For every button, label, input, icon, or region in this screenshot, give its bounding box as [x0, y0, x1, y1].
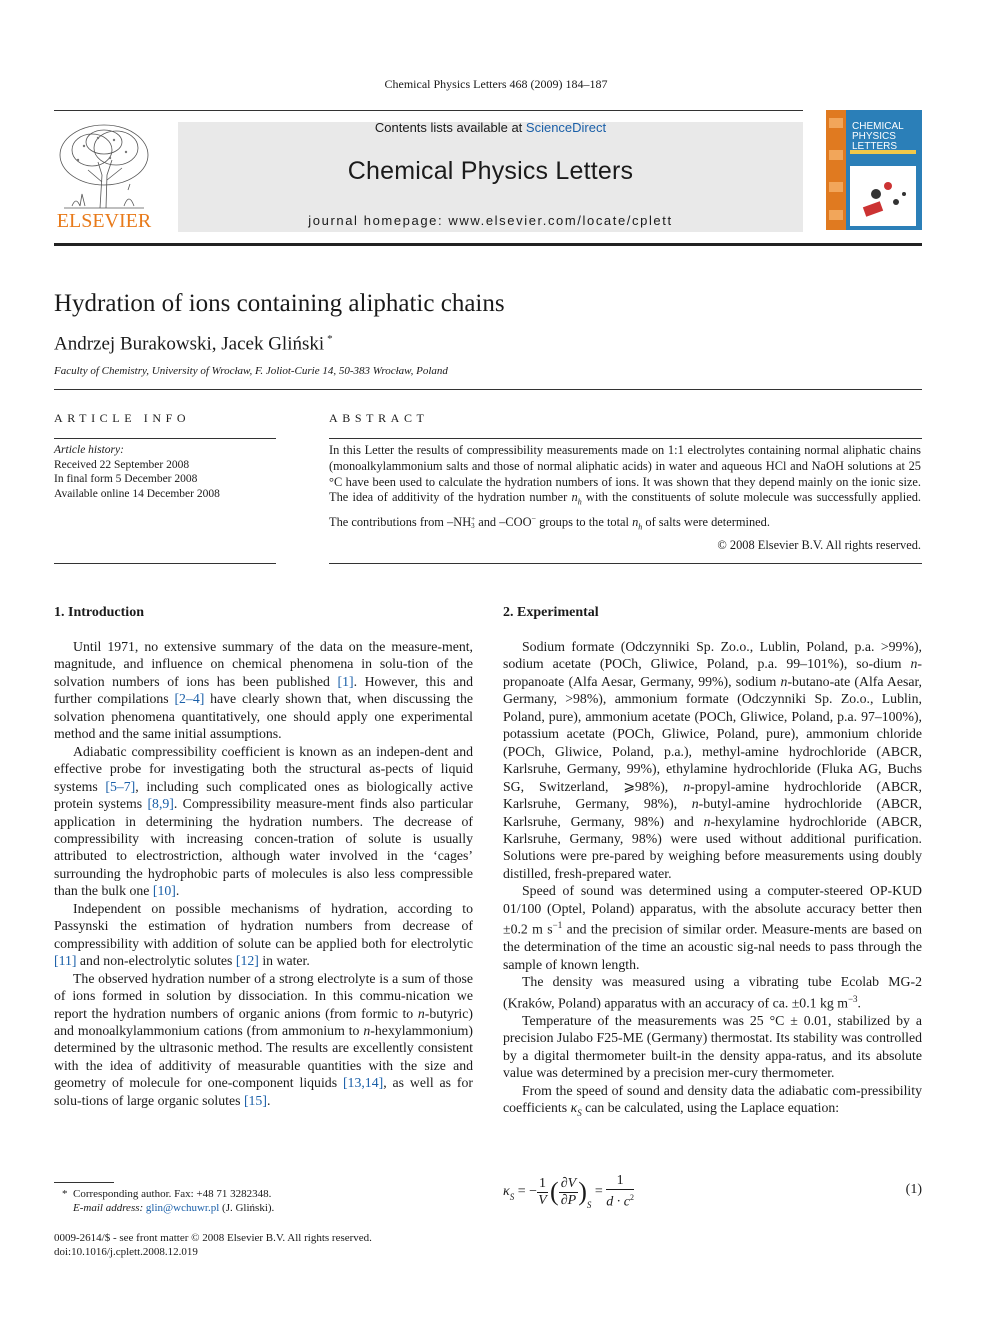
- exp-p2-text-b: and the precision of similar order. Measure-ments are based on the determination of the time an acoustic sig-nal needs to pass through the sample of known length.: [503, 921, 922, 972]
- intro-p4-text-c: -hexylammonium) determined by the ultrasonic method. The results are excellently consistent with the idea of additivity of measurable quantities with the size and geometry of molecule for one-component liquids: [54, 1022, 473, 1091]
- eq-den-sup: 2: [629, 1193, 634, 1203]
- running-head: Chemical Physics Letters 468 (2009) 184–187: [384, 77, 608, 91]
- abstract-heading: ABSTRACT: [329, 411, 429, 425]
- abstract-text-2: with the constituents of solute molecule was successfully applied. The contributions from: [329, 490, 921, 529]
- abstract-body: [329, 443, 921, 535]
- intro-paragraph-2: [54, 743, 473, 900]
- intro-p1-text-b: . However, this and further compilations: [54, 673, 473, 707]
- intro-p4-text-a: The observed hydration number of a strong electrolyte is a sum of those of ions formed in solution by dissociation. In this commu-nication we report the hydration numbers of organic anions (from formic to: [54, 970, 473, 1021]
- intro-p3-text-b: and non-electrolytic solutes: [76, 953, 236, 969]
- nh-symbol: n: [571, 490, 578, 505]
- exp-paragraph-5: [503, 1082, 922, 1123]
- intro-p2-text-d: .: [175, 883, 180, 899]
- sciencedirect-link[interactable]: ScienceDirect: [525, 120, 607, 135]
- ref-8-9[interactable]: [8,9]: [147, 796, 174, 812]
- abstract-rule: [329, 438, 922, 439]
- ref-11[interactable]: [11]: [54, 953, 77, 969]
- header-rule-top: [54, 110, 803, 111]
- italic-n: n: [417, 1005, 425, 1021]
- nh3-sub: 3: [471, 521, 475, 530]
- eq-equals-minus: = −: [514, 1184, 538, 1199]
- eq-kappa-sub: S: [509, 1192, 515, 1202]
- eq-S-sub: S: [586, 1200, 592, 1210]
- eq-V: V: [538, 1192, 547, 1208]
- italic-n-2: n: [363, 1022, 371, 1038]
- intro-paragraph-4: [54, 970, 473, 1110]
- nh-symbol-2: n: [632, 514, 639, 529]
- masthead-rule-thick: [54, 243, 922, 246]
- equation-number: (1): [905, 1182, 922, 1197]
- ref-2-4[interactable]: [2–4]: [174, 691, 205, 707]
- eq-partial-fraction: [559, 1176, 578, 1209]
- intro-p1-text-a: Until 1971, no extensive summary of the data on the measure-ment, magnitude, and influence on chemical phenomena in solu-tion of the solvation numbers of ions has been published: [54, 639, 473, 689]
- intro-paragraph-3: [54, 900, 473, 970]
- eq-denominator: d · c: [606, 1194, 630, 1210]
- intro-p2-text-a: Adiabatic compressibility coefficient is known as an indepen-dent and effective probe for investigating both the structural as-pects of liquid systems: [54, 743, 473, 794]
- introduction-heading: 1. Introduction: [54, 605, 144, 620]
- tree-icon: [54, 120, 154, 212]
- italic-n-7: n: [703, 813, 711, 829]
- abstract-bottom-rule: [329, 563, 922, 564]
- abstract-copyright: © 2008 Elsevier B.V. All rights reserved.: [717, 538, 921, 552]
- cover-title-line-1: CHEMICAL: [852, 121, 904, 132]
- ref-1[interactable]: [1]: [337, 673, 354, 689]
- nh-subscript: h: [577, 497, 582, 507]
- exp-p1-text-d: -propyl-amine hydrochloride (ABCR, Karlsruhe, Germany, 98%),: [503, 778, 922, 812]
- email-link[interactable]: glin@wchuwr.pl: [145, 1202, 220, 1214]
- exp-p1-text-f: -hexylamine hydrochloride (ABCR, Karlsruhe, Germany, 98%) were used without additional purification. Solutions were pre-pared by weighing before measurements using doubly distilled, fresh-prepared water.: [503, 813, 922, 881]
- author-list: [54, 333, 333, 355]
- authors-text: Andrzej Burakowski, Jacek Gliński: [54, 333, 325, 355]
- article-info-rule: [54, 438, 276, 439]
- contents-prefix: Contents lists available at: [374, 120, 526, 135]
- online-date: Available online 14 December 2008: [54, 487, 220, 500]
- exp-paragraph-2: [503, 882, 922, 973]
- eq-dV: ∂V: [560, 1175, 577, 1191]
- intro-paragraph-1: [54, 638, 473, 743]
- eq-one: 1: [539, 1175, 547, 1191]
- article-info-bottom-rule: [54, 563, 276, 564]
- exp-p5-text-b: can be calculated, using the Laplace equation:: [581, 1099, 840, 1115]
- article-history: [54, 443, 220, 501]
- eq-one-2: 1: [606, 1173, 634, 1190]
- exp-p2-sup: −1: [552, 920, 563, 931]
- email-name: (J. Gliński).: [222, 1202, 275, 1214]
- history-label: Article history:: [54, 444, 124, 456]
- exp-p1-text-a: Sodium formate (Odczynniki Sp. Zo.o., Lublin, Poland, p.a. >99%), sodium acetate (POCh, Gliwice, Poland, p.a. 99–101%), so-dium: [503, 639, 922, 672]
- article-title: Hydration of ions containing aliphatic chains: [54, 290, 505, 317]
- exp-p3-text-a: The density was measured using a vibrating tube Ecolab MG-2 (Kraków, Poland) apparatus with an accuracy of ca. ±0.1 kg m: [503, 974, 922, 1011]
- eq-close-paren: ): [578, 1177, 587, 1206]
- italic-n-5: n: [683, 778, 691, 794]
- journal-homepage[interactable]: journal homepage: www.elsevier.com/locate/cplett: [308, 213, 673, 228]
- eq-dP: ∂P: [560, 1192, 577, 1208]
- exp-p1-text-e: -butyl-amine hydrochloride (ABCR, Karlsruhe, Germany, 98%) and: [503, 796, 922, 829]
- nh-subscript-2: h: [638, 522, 643, 532]
- issn-line: 0009-2614/$ - see front matter © 2008 Elsevier B.V. All rights reserved.: [54, 1232, 372, 1244]
- exp-p2-text-a: Speed of sound was determined using a computer-steered OP-KUD 01/100 (Optel, Poland) apparatus, with the absolute accuracy better then ±0.2 m s: [503, 883, 922, 937]
- received-date: Received 22 September 2008: [54, 458, 190, 471]
- journal-cover-thumbnail[interactable]: [826, 110, 922, 230]
- experimental-column: [503, 638, 922, 1122]
- intro-p1-text-c: have clearly shown that, when discussing the solvation phenomena quantitatively, one should apply one experimental method and the same initial assumptions.: [54, 691, 473, 742]
- exp-paragraph-1: [503, 638, 922, 882]
- italic-n-3: n: [910, 656, 918, 672]
- ref-5-7[interactable]: [5–7]: [105, 778, 136, 794]
- intro-p2-text-b: , including such complicated ones as biologically active protein systems: [54, 778, 473, 812]
- coo-sup: −: [531, 513, 537, 523]
- footnote-rule: [54, 1182, 114, 1183]
- eq-kappa: κ: [503, 1184, 510, 1199]
- abstract-text-4: of salts were determined.: [642, 514, 770, 529]
- corresponding-author-mark[interactable]: *: [327, 333, 333, 345]
- exp-p3-text-b: .: [857, 995, 861, 1011]
- doi-line[interactable]: doi:10.1016/j.cplett.2008.12.019: [54, 1246, 198, 1258]
- laplace-equation: [503, 1172, 922, 1212]
- eq-equals: =: [591, 1184, 607, 1199]
- ref-12[interactable]: [12]: [235, 953, 259, 969]
- nh3-sup: +: [471, 514, 476, 523]
- kappa-symbol: κ: [570, 1099, 578, 1115]
- exp-p1-text-c: -butano-ate (Alfa Aesar, Germany, >98%), ammonium formate (Odczynniki Sp. Zo.o., Lublin, Poland, pure), ammonium acetate (POCh, Gliwice, Poland, p.a. 97–100%), potassium acetate (POCh, Gliwice, Poland, pure), ammonium chloride (POCh, Gliwice, Poland, p.a.), methyl-amine hydrochloride (ABCR, Karlsruhe, Germany, 99%), ethylamine hydrochloride (Fluka AG, Buchs SG, Switzerland, ⩾98%),: [503, 673, 922, 794]
- title-block-rule: [54, 389, 922, 390]
- abstract-text-3: groups to the total: [536, 514, 633, 529]
- intro-p3-text-a: Independent on possible mechanisms of hydration, according to Passynski the estimation of hydration numbers from decrease of compressibility with addition of solute can be applied both for electrolytic: [54, 900, 473, 951]
- email-label: E-mail address:: [73, 1202, 144, 1214]
- italic-n-4: n: [780, 673, 788, 689]
- ref-10[interactable]: [10]: [152, 883, 176, 899]
- intro-p3-text-c: in water.: [258, 953, 310, 969]
- journal-title: Chemical Physics Letters: [347, 157, 634, 185]
- nh3-group: –NH: [447, 514, 472, 529]
- kappa-subscript: S: [577, 1107, 582, 1118]
- contents-line: [178, 120, 803, 135]
- footnote-corresponding: Corresponding author. Fax: +48 71 3282348.: [73, 1188, 272, 1200]
- exp-p5-text-a: From the speed of sound and density data the adiabatic com-pressibility coefficients: [503, 1082, 922, 1115]
- ref-13-14[interactable]: [13,14]: [342, 1075, 384, 1091]
- eq-fraction-1-over-V: [537, 1176, 548, 1209]
- exp-p3-sup: −3: [847, 993, 858, 1004]
- italic-n-6: n: [691, 796, 699, 812]
- final-form-date: In final form 5 December 2008: [54, 473, 198, 486]
- corresponding-author-footnote: [54, 1187, 274, 1215]
- exp-paragraph-3: [503, 973, 922, 1012]
- exp-paragraph-4: Temperature of the measurements was 25 °C ± 0.01, stabilized by a precision Julabo F25-ME (Germany) thermostat. Its stability was controlled by a digital thermometer built-in the density appa-ratus, and its absolute value was determined by a precision mer-cury thermometer.: [503, 1012, 922, 1081]
- cover-title-line-3: LETTERS: [852, 141, 898, 152]
- intro-p4-text-e: .: [266, 1092, 271, 1108]
- intro-p2-text-c: . Compressibility measure-ment finds also particular application in determining the hydration numbers. The decrease of compressibility with increasing concen-tration of solute is usually attributed to electrostriction, although water involved in the ‘cages’ surrounding the hydrophobic parts of molecules is also less compressible than the bulk one: [54, 796, 473, 899]
- eq-fraction-1-over-dc2: [606, 1173, 634, 1211]
- experimental-heading: 2. Experimental: [503, 605, 599, 620]
- ref-15[interactable]: [15]: [243, 1092, 267, 1108]
- eq-open-paren: (: [550, 1177, 559, 1206]
- abstract-and: and: [475, 514, 500, 529]
- intro-p4-text-b: -butyric) and monoalkylammonium cations (from ammonium to: [54, 1005, 473, 1038]
- intro-p4-text-d: , as well as for solu-tions of large organic solutes: [54, 1075, 474, 1108]
- affiliation: Faculty of Chemistry, University of Wrocław, F. Joliot-Curie 14, 50-383 Wrocław, Poland: [54, 365, 448, 377]
- cover-title-line-2: PHYSICS: [852, 131, 896, 142]
- coo-group: –COO: [499, 514, 532, 529]
- introduction-column: [54, 638, 473, 1109]
- front-matter: [54, 1231, 372, 1259]
- footnote-mark: *: [62, 1188, 68, 1200]
- elsevier-wordmark: ELSEVIER: [56, 210, 152, 232]
- abstract-text-1: In this Letter the results of compressibility measurements made on 1:1 electrolytes containing normal aliphatic chains (monoalkylammonium salts and those of normal aliphatic acids) in water and aqueous HCl and NaOH solutions at 25 °C have been used to calculate the hydration numbers of ions. It was shown that they depend mainly on the ionic size. The idea of additivity of the hydration number: [329, 443, 921, 505]
- article-info-heading: ARTICLE INFO: [54, 411, 191, 425]
- exp-p1-text-b: -propanoate (Alfa Aesar, Germany, 99%), sodium: [503, 656, 922, 689]
